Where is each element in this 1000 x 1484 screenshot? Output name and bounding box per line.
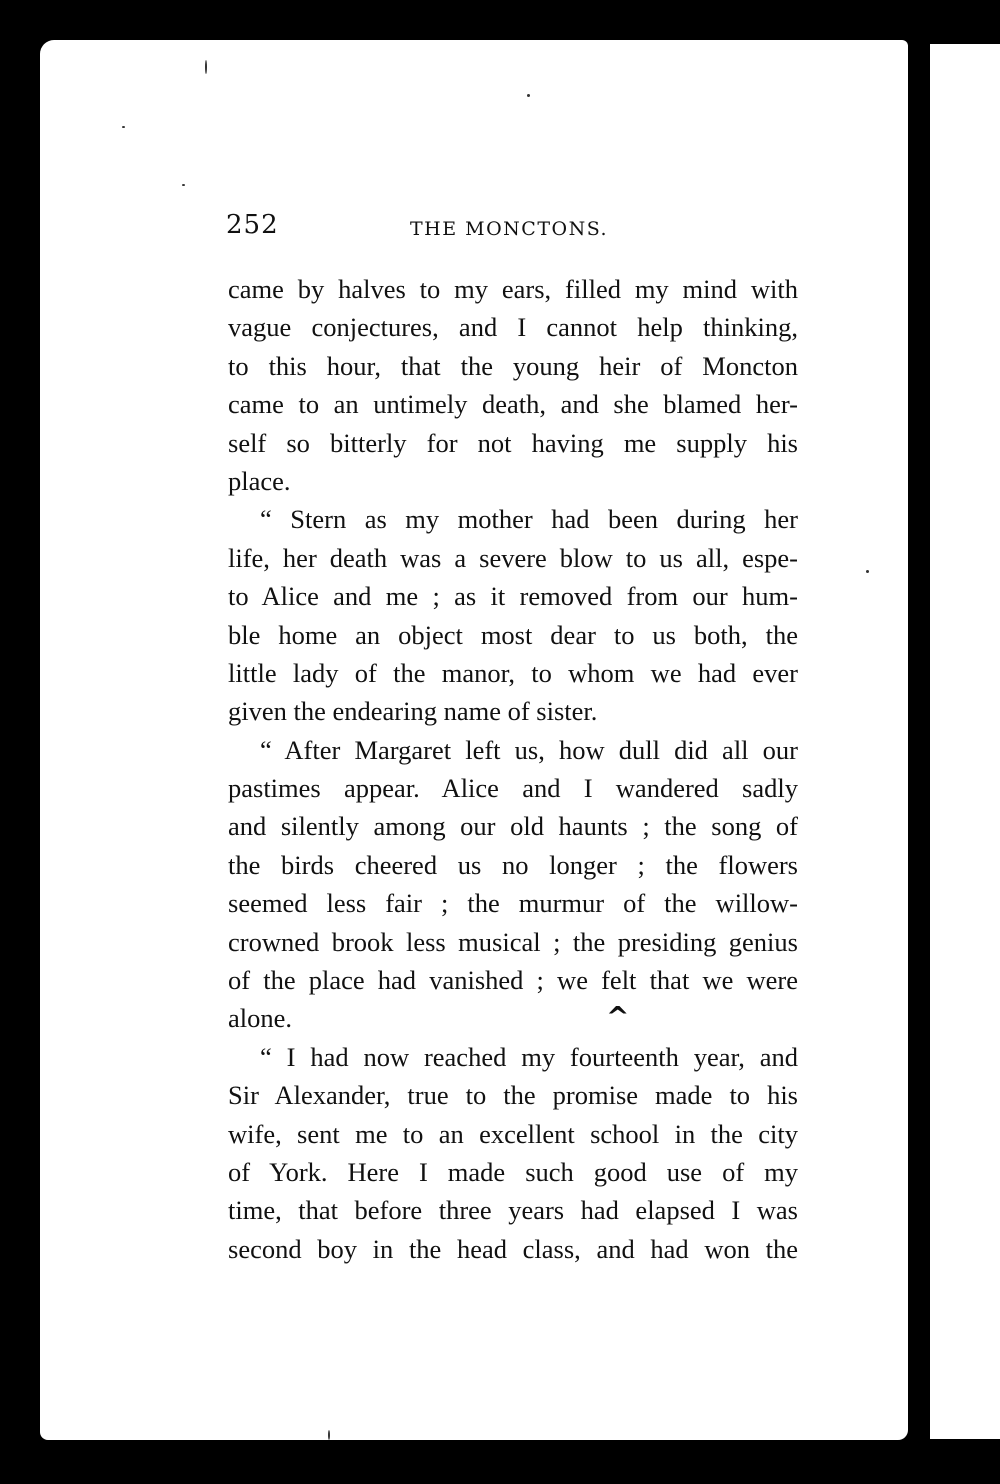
text-line: self so bitterly for not having me supply his xyxy=(228,427,798,458)
text-line: of York. Here I made such good use of my xyxy=(228,1156,798,1187)
paragraph xyxy=(228,500,798,730)
body-text xyxy=(228,270,798,1268)
paragraph xyxy=(228,731,798,1038)
text-line: second boy in the head class, and had won the xyxy=(228,1233,798,1264)
text-line: ble home an object most dear to us both, the xyxy=(228,619,798,650)
scan-speck xyxy=(328,1430,330,1440)
running-head xyxy=(226,210,786,250)
scan-speck xyxy=(182,184,185,186)
text-line: alone. xyxy=(228,1003,293,1034)
text-line: Sir Alexander, true to the promise made to his xyxy=(228,1080,798,1111)
text-line: the birds cheered us no longer ; the flowers xyxy=(228,849,798,880)
facing-page-edge xyxy=(930,44,1000,1439)
text-line: “ After Margaret left us, how dull did all our xyxy=(260,734,798,765)
text-line: to Alice and me ; as it removed from our hum- xyxy=(228,581,798,612)
text-line: crowned brook less musical ; the presiding genius xyxy=(228,926,798,957)
text-line: given the endearing name of sister. xyxy=(228,696,598,727)
text-line: place. xyxy=(228,465,291,496)
text-line: of the place had vanished ; we felt that we were xyxy=(228,965,798,996)
text-line: pastimes appear. Alice and I wandered sadly xyxy=(228,773,798,804)
scan-speck xyxy=(527,94,530,97)
text-line: and silently among our old haunts ; the song of xyxy=(228,811,798,842)
caret-mark: ^ xyxy=(606,1000,630,1033)
text-line: wife, sent me to an excellent school in the city xyxy=(228,1118,798,1149)
scan-speck xyxy=(122,126,125,128)
scan-speck xyxy=(205,60,207,74)
text-line: vague conjectures, and I cannot help thinking, xyxy=(228,312,798,343)
text-line: came by halves to my ears, filled my mind with xyxy=(228,274,798,304)
paragraph xyxy=(228,1038,798,1268)
text-line: to this hour, that the young heir of Moncton xyxy=(228,350,798,381)
text-line: seemed less fair ; the murmur of the willow- xyxy=(228,888,798,919)
text-line: time, that before three years had elapsed I was xyxy=(228,1195,798,1226)
scan-speck xyxy=(866,570,869,573)
book-title: THE MONCTONS. xyxy=(410,218,609,240)
page-number: 252 xyxy=(226,210,279,240)
paragraph xyxy=(228,270,798,500)
text-line: “ Stern as my mother had been during her xyxy=(260,504,798,535)
text-line: came to an untimely death, and she blamed her- xyxy=(228,389,798,420)
text-line: “ I had now reached my fourteenth year, and xyxy=(260,1041,798,1072)
text-line: life, her death was a severe blow to us all, espe- xyxy=(228,542,798,573)
text-line: little lady of the manor, to whom we had ever xyxy=(228,657,798,688)
